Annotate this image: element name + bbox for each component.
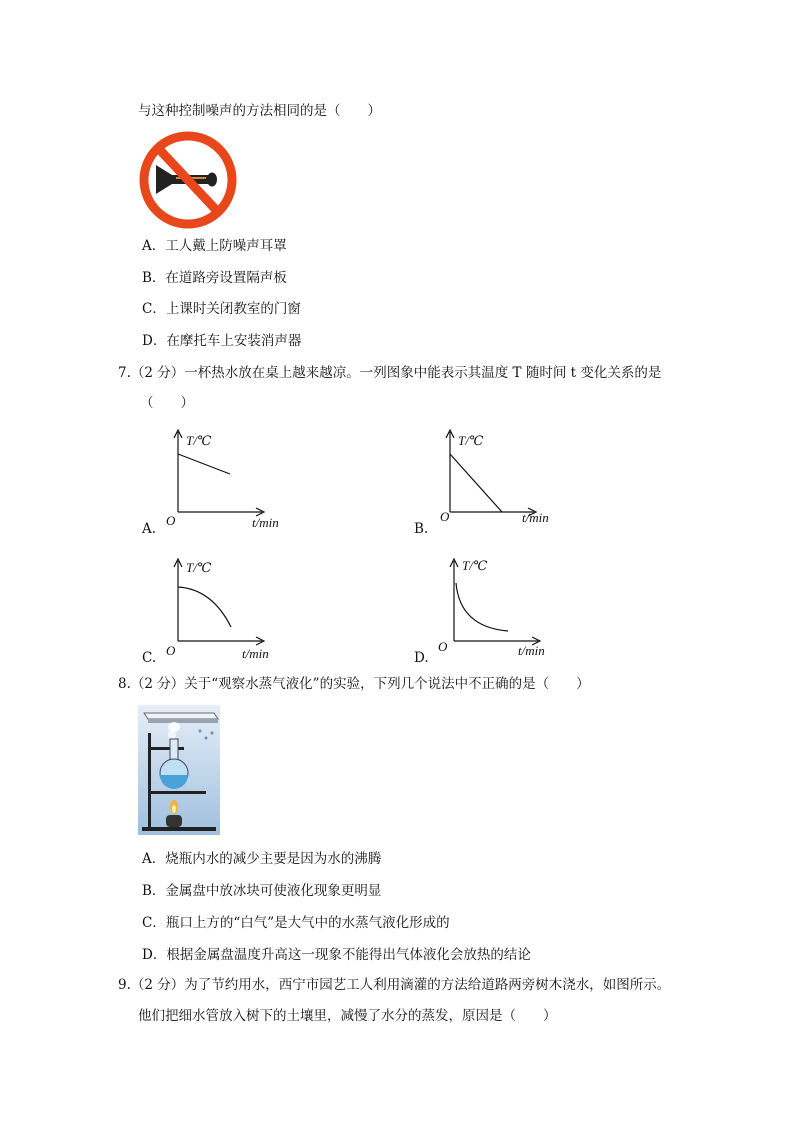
- q6-stem: 与这种控制噪声的方法相同的是（ ）: [138, 103, 381, 119]
- q7-graph-d: [436, 555, 566, 661]
- q7-graph-d-ylabel: T/℃: [462, 558, 488, 573]
- q7-graph-b-label: B.: [414, 521, 429, 537]
- condensation-experiment-figure: [138, 705, 220, 835]
- no-horn-sign-icon: [138, 128, 238, 232]
- q7-graph-b-xlabel: t/min: [522, 510, 549, 525]
- q6-option-c: C．上课时关闭教室的门窗: [142, 301, 301, 317]
- q8-option-a: A．烧瓶内水的减少主要是因为水的沸腾: [142, 851, 382, 867]
- q7-paren: （ ）: [140, 395, 194, 411]
- q7-graph-a-ylabel: T/℃: [186, 433, 212, 448]
- q7-stem: 7.（2 分）一杯热水放在桌上越来越凉。一列图象中能表示其温度 T 随时间 t 变化关系的是: [118, 365, 662, 381]
- q8-option-d: D．根据金属盘温度升高这一现象不能得出气体液化会放热的结论: [142, 947, 531, 963]
- q9-stem-line1: 9.（2 分）为了节约用水，西宁市园艺工人利用滴灌的方法给道路两旁树木浇水，如图所示。: [118, 977, 671, 993]
- q8-option-c: C．瓶口上方的“白气”是大气中的水蒸气液化形成的: [142, 915, 450, 931]
- q8-option-b: B．金属盘中放冰块可使液化现象更明显: [142, 883, 382, 899]
- q9-stem-line2: 他们把细水管放入树下的土壤里，减慢了水分的蒸发，原因是（ ）: [138, 1008, 557, 1024]
- q7-graph-d-label: D.: [414, 650, 429, 666]
- q7-graph-a-xlabel: t/min: [252, 515, 279, 530]
- q7-graph-c-ylabel: T/℃: [186, 560, 212, 575]
- q7-graph-a-label: A.: [142, 521, 157, 537]
- q7-graph-c-label: C.: [142, 650, 157, 666]
- q6-option-a: A．工人戴上防噪声耳罩: [142, 238, 287, 254]
- q7-graph-d-xlabel: t/min: [518, 643, 545, 658]
- q7-graph-a-origin: O: [166, 513, 176, 528]
- q7-graph-c-origin: O: [166, 643, 176, 658]
- q6-option-d: D．在摩托车上安装消声器: [142, 333, 302, 349]
- q6-option-b: B．在道路旁设置隔声板: [142, 270, 287, 286]
- q7-graph-b-origin: O: [440, 509, 450, 524]
- q7-graph-d-origin: O: [438, 639, 448, 654]
- q7-graph-a: [160, 426, 290, 532]
- q7-graph-c-xlabel: t/min: [242, 646, 269, 661]
- q8-stem: 8.（2 分）关于“观察水蒸气液化”的实验，下列几个说法中不正确的是（ ）: [118, 676, 590, 692]
- q7-graph-c: [160, 555, 290, 661]
- q7-graph-b-ylabel: T/℃: [458, 433, 484, 448]
- q7-graph-b: [432, 426, 562, 532]
